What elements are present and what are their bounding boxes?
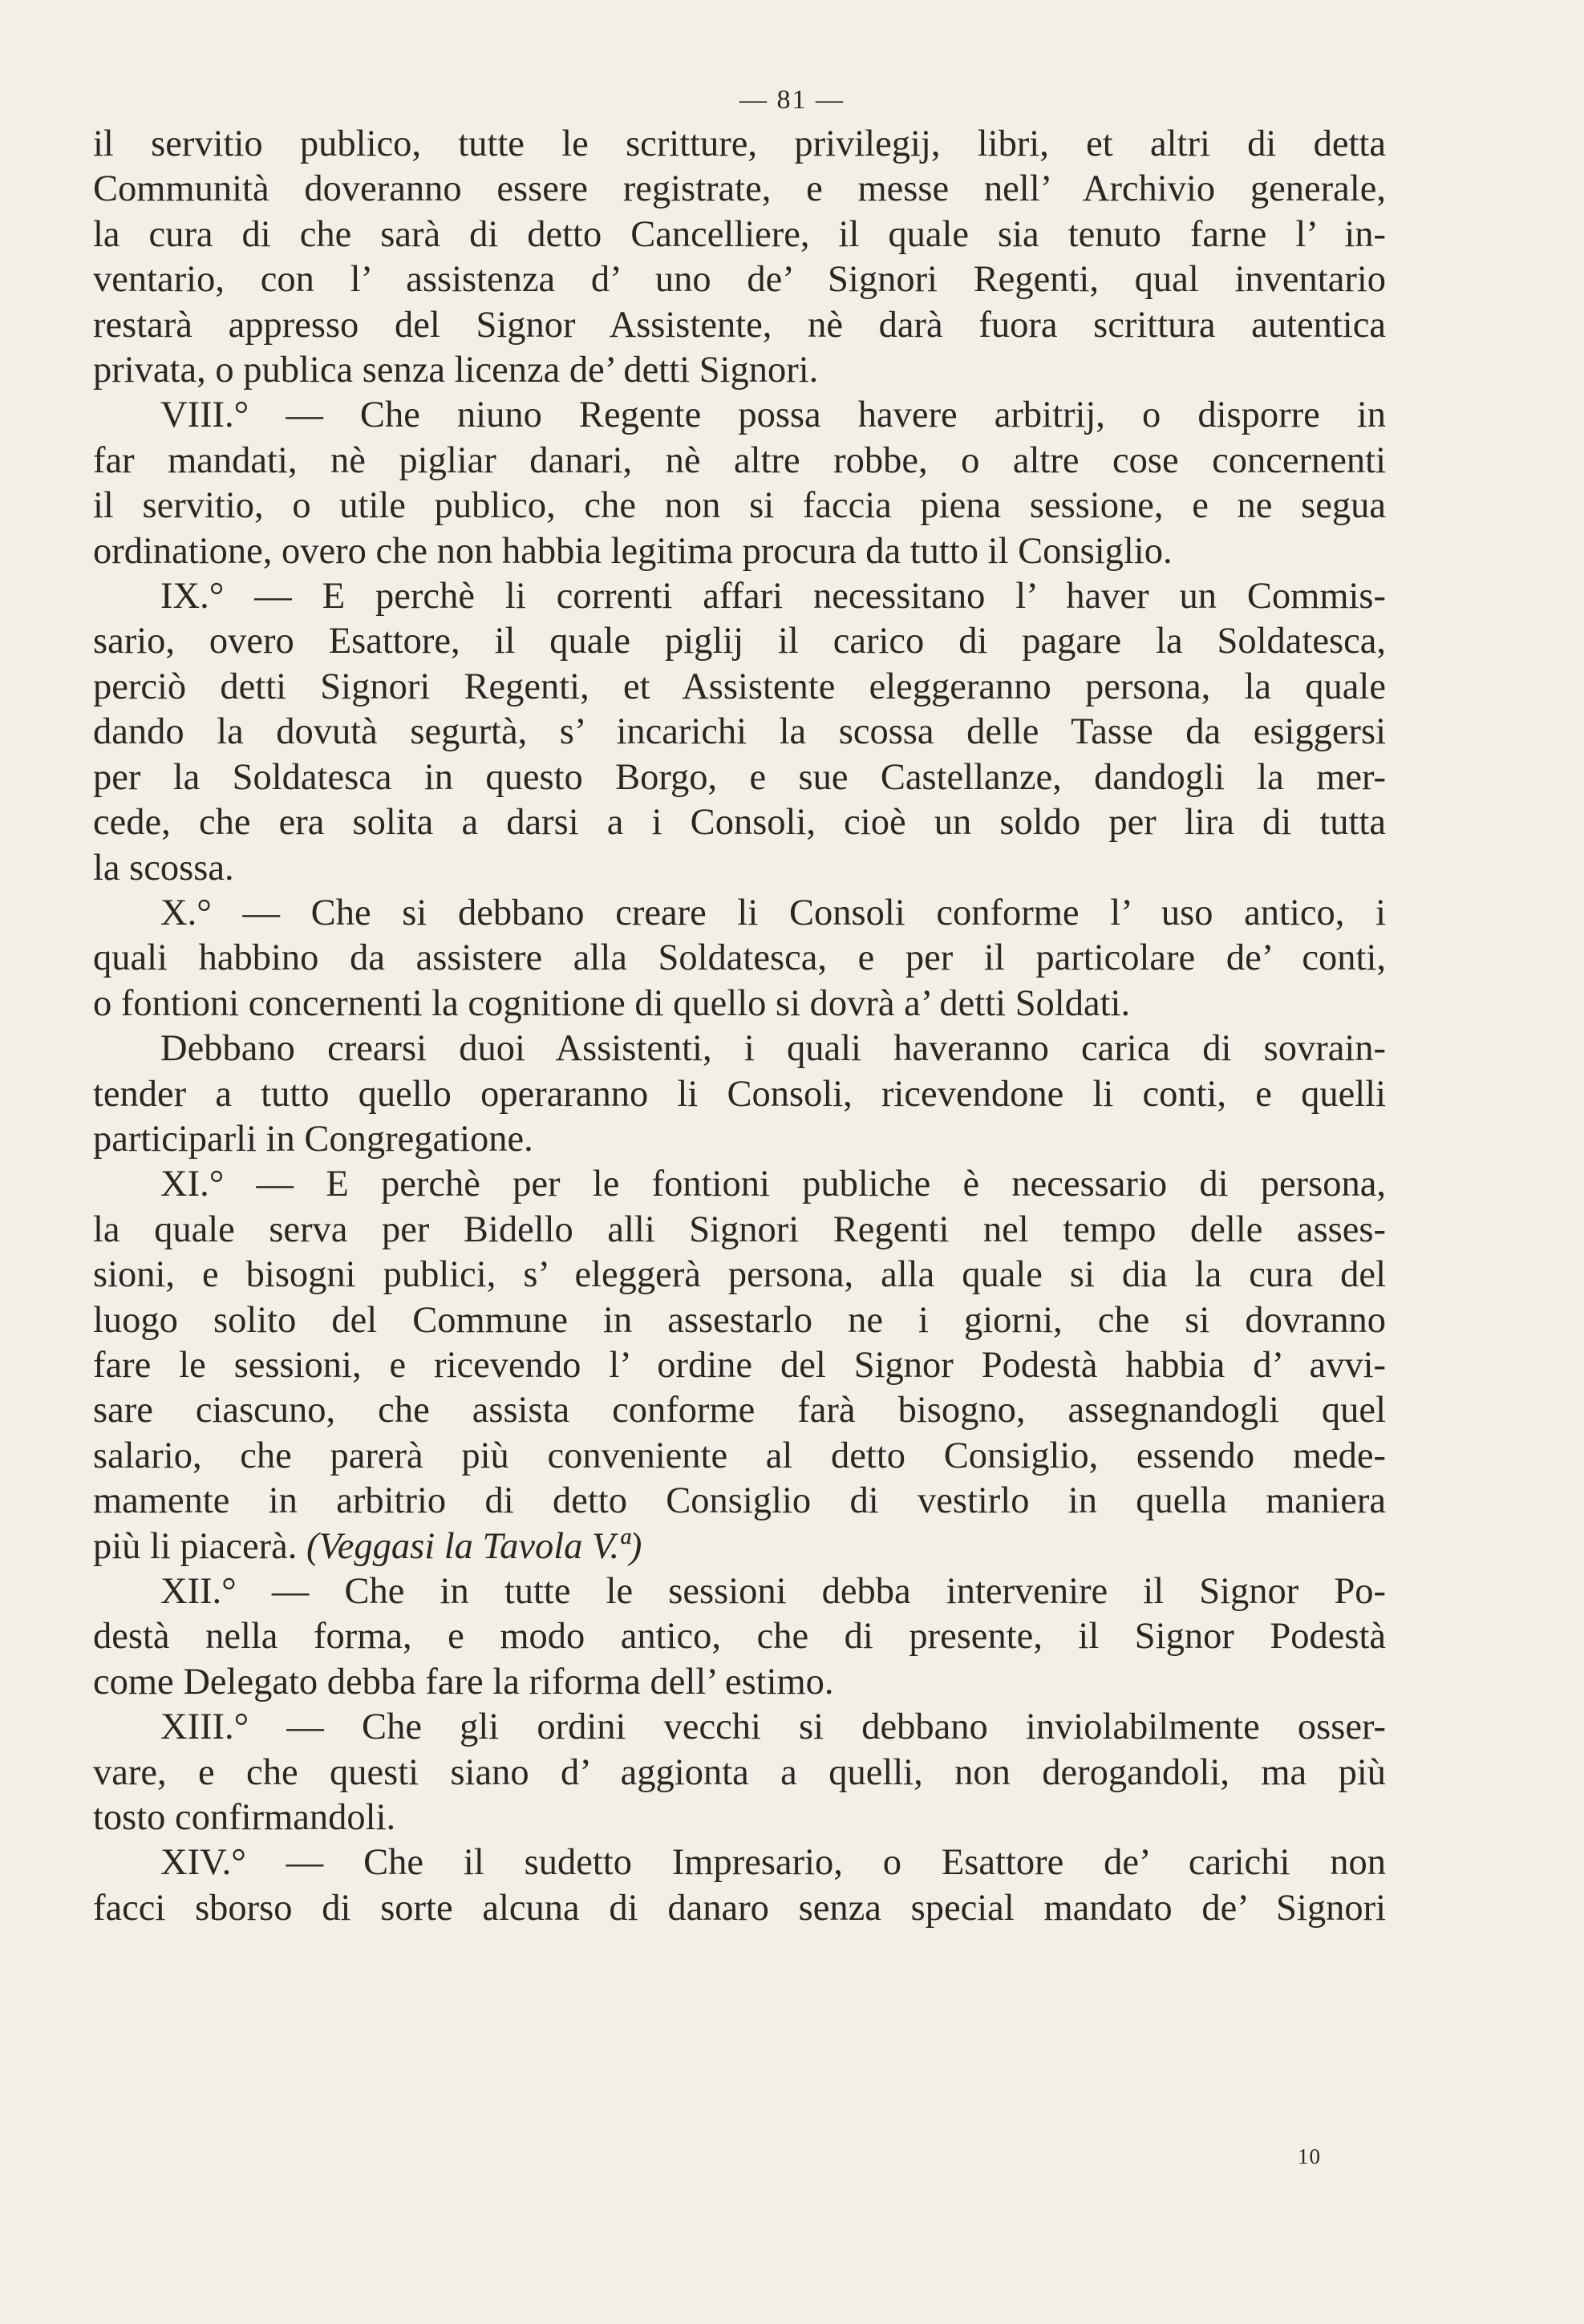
text-line bbox=[93, 846, 1386, 891]
cross-reference: (Veggasi la Tavola V.ª) bbox=[297, 1525, 642, 1567]
text-line bbox=[93, 1117, 1386, 1162]
text-line bbox=[93, 257, 1386, 302]
text-line-content: facci sborso di sorte alcuna di danaro senza special mandato de’ Signori bbox=[93, 1887, 1386, 1929]
text-line bbox=[93, 710, 1386, 755]
text-line-content: come Delegato debba fare la riforma dell’ estimo. bbox=[93, 1661, 834, 1703]
body-text bbox=[93, 122, 1386, 1931]
text-line bbox=[93, 484, 1386, 528]
text-line-content: la quale serva per Bidello alli Signori Regenti nel tempo delle asses- bbox=[93, 1209, 1386, 1250]
text-line-content: il servitio publico, tutte le scritture, privilegij, libri, et altri di detta bbox=[93, 123, 1386, 164]
text-line bbox=[93, 529, 1386, 574]
text-line bbox=[93, 1705, 1386, 1750]
text-line bbox=[93, 1253, 1386, 1298]
text-line-content: vare, e che questi siano d’ aggionta a quelli, non derogandoli, ma più bbox=[93, 1751, 1386, 1793]
text-line bbox=[93, 982, 1386, 1026]
text-line-content: XIII.° — Che gli ordini vecchi si debbano inviolabilmente osser- bbox=[160, 1707, 1386, 1748]
text-line-content: per la Soldatesca in questo Borgo, e sue Castellanze, dandogli la mer- bbox=[93, 756, 1386, 798]
text-line-content: participarli in Congregatione. bbox=[93, 1118, 533, 1160]
text-line bbox=[93, 167, 1386, 212]
text-line bbox=[93, 665, 1386, 710]
text-line bbox=[93, 755, 1386, 800]
text-line-content: la scossa. bbox=[93, 847, 234, 889]
text-line bbox=[93, 393, 1386, 438]
text-line bbox=[93, 800, 1386, 845]
signature-mark: 10 bbox=[1298, 2144, 1321, 2168]
text-line bbox=[93, 1162, 1386, 1207]
text-line-content: far mandati, nè pigliar danari, nè altre robbe, o altre cose concernenti bbox=[93, 439, 1386, 481]
text-line-content: XIV.° — Che il sudetto Impresario, o Esattore de’ carichi non bbox=[160, 1842, 1386, 1884]
text-line bbox=[93, 1026, 1386, 1071]
text-line-content: sioni, e bisogni publici, s’ eleggerà persona, alla quale si dia la cura del bbox=[93, 1254, 1386, 1296]
text-line-content: ventario, con l’ assistenza d’ uno de’ Signori Regenti, qual inventario bbox=[93, 259, 1386, 301]
text-line bbox=[93, 619, 1386, 664]
text-line-content: la cura di che sarà di detto Cancelliere, il quale sia tenuto farne l’ in- bbox=[93, 213, 1386, 255]
text-line-content: fare le sessioni, e ricevendo l’ ordine del Signor Podestà habbia d’ avvi- bbox=[93, 1344, 1386, 1386]
text-line bbox=[93, 1840, 1386, 1885]
text-line-content: restarà appresso del Signor Assistente, nè darà fuora scrittura autentica bbox=[93, 304, 1386, 346]
text-line-content: dando la dovutà segurtà, s’ incarichi la scossa delle Tasse da esiggersi bbox=[93, 711, 1386, 753]
text-line-content: X.° — Che si debbano creare li Consoli conforme l’ uso antico, i bbox=[160, 892, 1386, 933]
text-line-content: XI.° — E perchè per le fontioni publiche è necessario di persona, bbox=[160, 1164, 1386, 1205]
text-line-content: mamente in arbitrio di detto Consiglio di vestirlo in quella maniera bbox=[93, 1480, 1386, 1522]
text-line-content: perciò detti Signori Regenti, et Assistente eleggeranno persona, la quale bbox=[93, 666, 1386, 707]
text-line-content: salario, che parerà più conveniente al detto Consiglio, essendo mede- bbox=[93, 1435, 1386, 1476]
text-line-content: tender a tutto quello operaranno li Consoli, ricevendone li conti, e quelli bbox=[93, 1073, 1386, 1115]
text-line bbox=[93, 303, 1386, 348]
text-line bbox=[93, 122, 1386, 167]
text-line bbox=[93, 348, 1386, 393]
text-line-content: XII.° — Che in tutte le sessioni debba intervenire il Signor Po- bbox=[160, 1571, 1386, 1612]
text-line-content: o fontioni concernenti la cognitione di quello si dovrà a’ detti Soldati. bbox=[93, 982, 1131, 1024]
text-line-content: cede, che era solita a darsi a i Consoli, cioè un soldo per lira di tutta bbox=[93, 802, 1386, 844]
text-line bbox=[93, 1886, 1386, 1931]
text-line bbox=[93, 936, 1386, 981]
text-line bbox=[93, 1388, 1386, 1433]
text-line-content: Communità doveranno essere registrate, e messe nell’ Archivio generale, bbox=[93, 168, 1386, 210]
text-line bbox=[93, 1208, 1386, 1253]
text-line bbox=[93, 1660, 1386, 1705]
page-number: — 81 — bbox=[739, 85, 845, 115]
text-line bbox=[93, 1479, 1386, 1524]
text-line bbox=[93, 1614, 1386, 1659]
text-line bbox=[93, 1796, 1386, 1840]
text-line bbox=[93, 1751, 1386, 1796]
text-line-content: luogo solito del Commune in assestarlo ne i giorni, che si dovranno bbox=[93, 1299, 1386, 1341]
text-line-content: ordinatione, overo che non habbia legitima procura da tutto il Consiglio. bbox=[93, 530, 1173, 572]
text-line bbox=[93, 1298, 1386, 1343]
text-line bbox=[93, 891, 1386, 936]
text-line bbox=[93, 1524, 1386, 1569]
text-line-content: VIII.° — Che niuno Regente possa havere arbitrij, o disporre in bbox=[160, 395, 1386, 436]
text-line-content: privata, o publica senza licenza de’ detti Signori. bbox=[93, 350, 819, 391]
text-line bbox=[93, 574, 1386, 619]
text-line bbox=[93, 1569, 1386, 1614]
text-line bbox=[93, 213, 1386, 257]
text-line-content: destà nella forma, e modo antico, che di presente, il Signor Podestà bbox=[93, 1616, 1386, 1658]
text-line bbox=[93, 1072, 1386, 1117]
text-line-content: Debbano crearsi duoi Assistenti, i quali haveranno carica di sovrain- bbox=[160, 1028, 1386, 1070]
text-line-content: tosto confirmandoli. bbox=[93, 1797, 396, 1839]
text-line-content: quali habbino da assistere alla Soldatesca, e per il particolare de’ conti, bbox=[93, 937, 1386, 979]
text-line bbox=[93, 439, 1386, 484]
text-line-content: il servitio, o utile publico, che non si faccia piena sessione, e ne segua bbox=[93, 485, 1386, 527]
text-line-content: IX.° — E perchè li correnti affari necessitano l’ haver un Commis- bbox=[160, 576, 1386, 617]
text-line bbox=[93, 1343, 1386, 1388]
text-line-content: più li piacerà. bbox=[93, 1525, 298, 1567]
text-line-content: sare ciascuno, che assista conforme farà bisogno, assegnandogli quel bbox=[93, 1390, 1386, 1431]
text-line-content: sario, overo Esattore, il quale piglij il carico di pagare la Soldatesca, bbox=[93, 621, 1386, 662]
text-line bbox=[93, 1434, 1386, 1479]
